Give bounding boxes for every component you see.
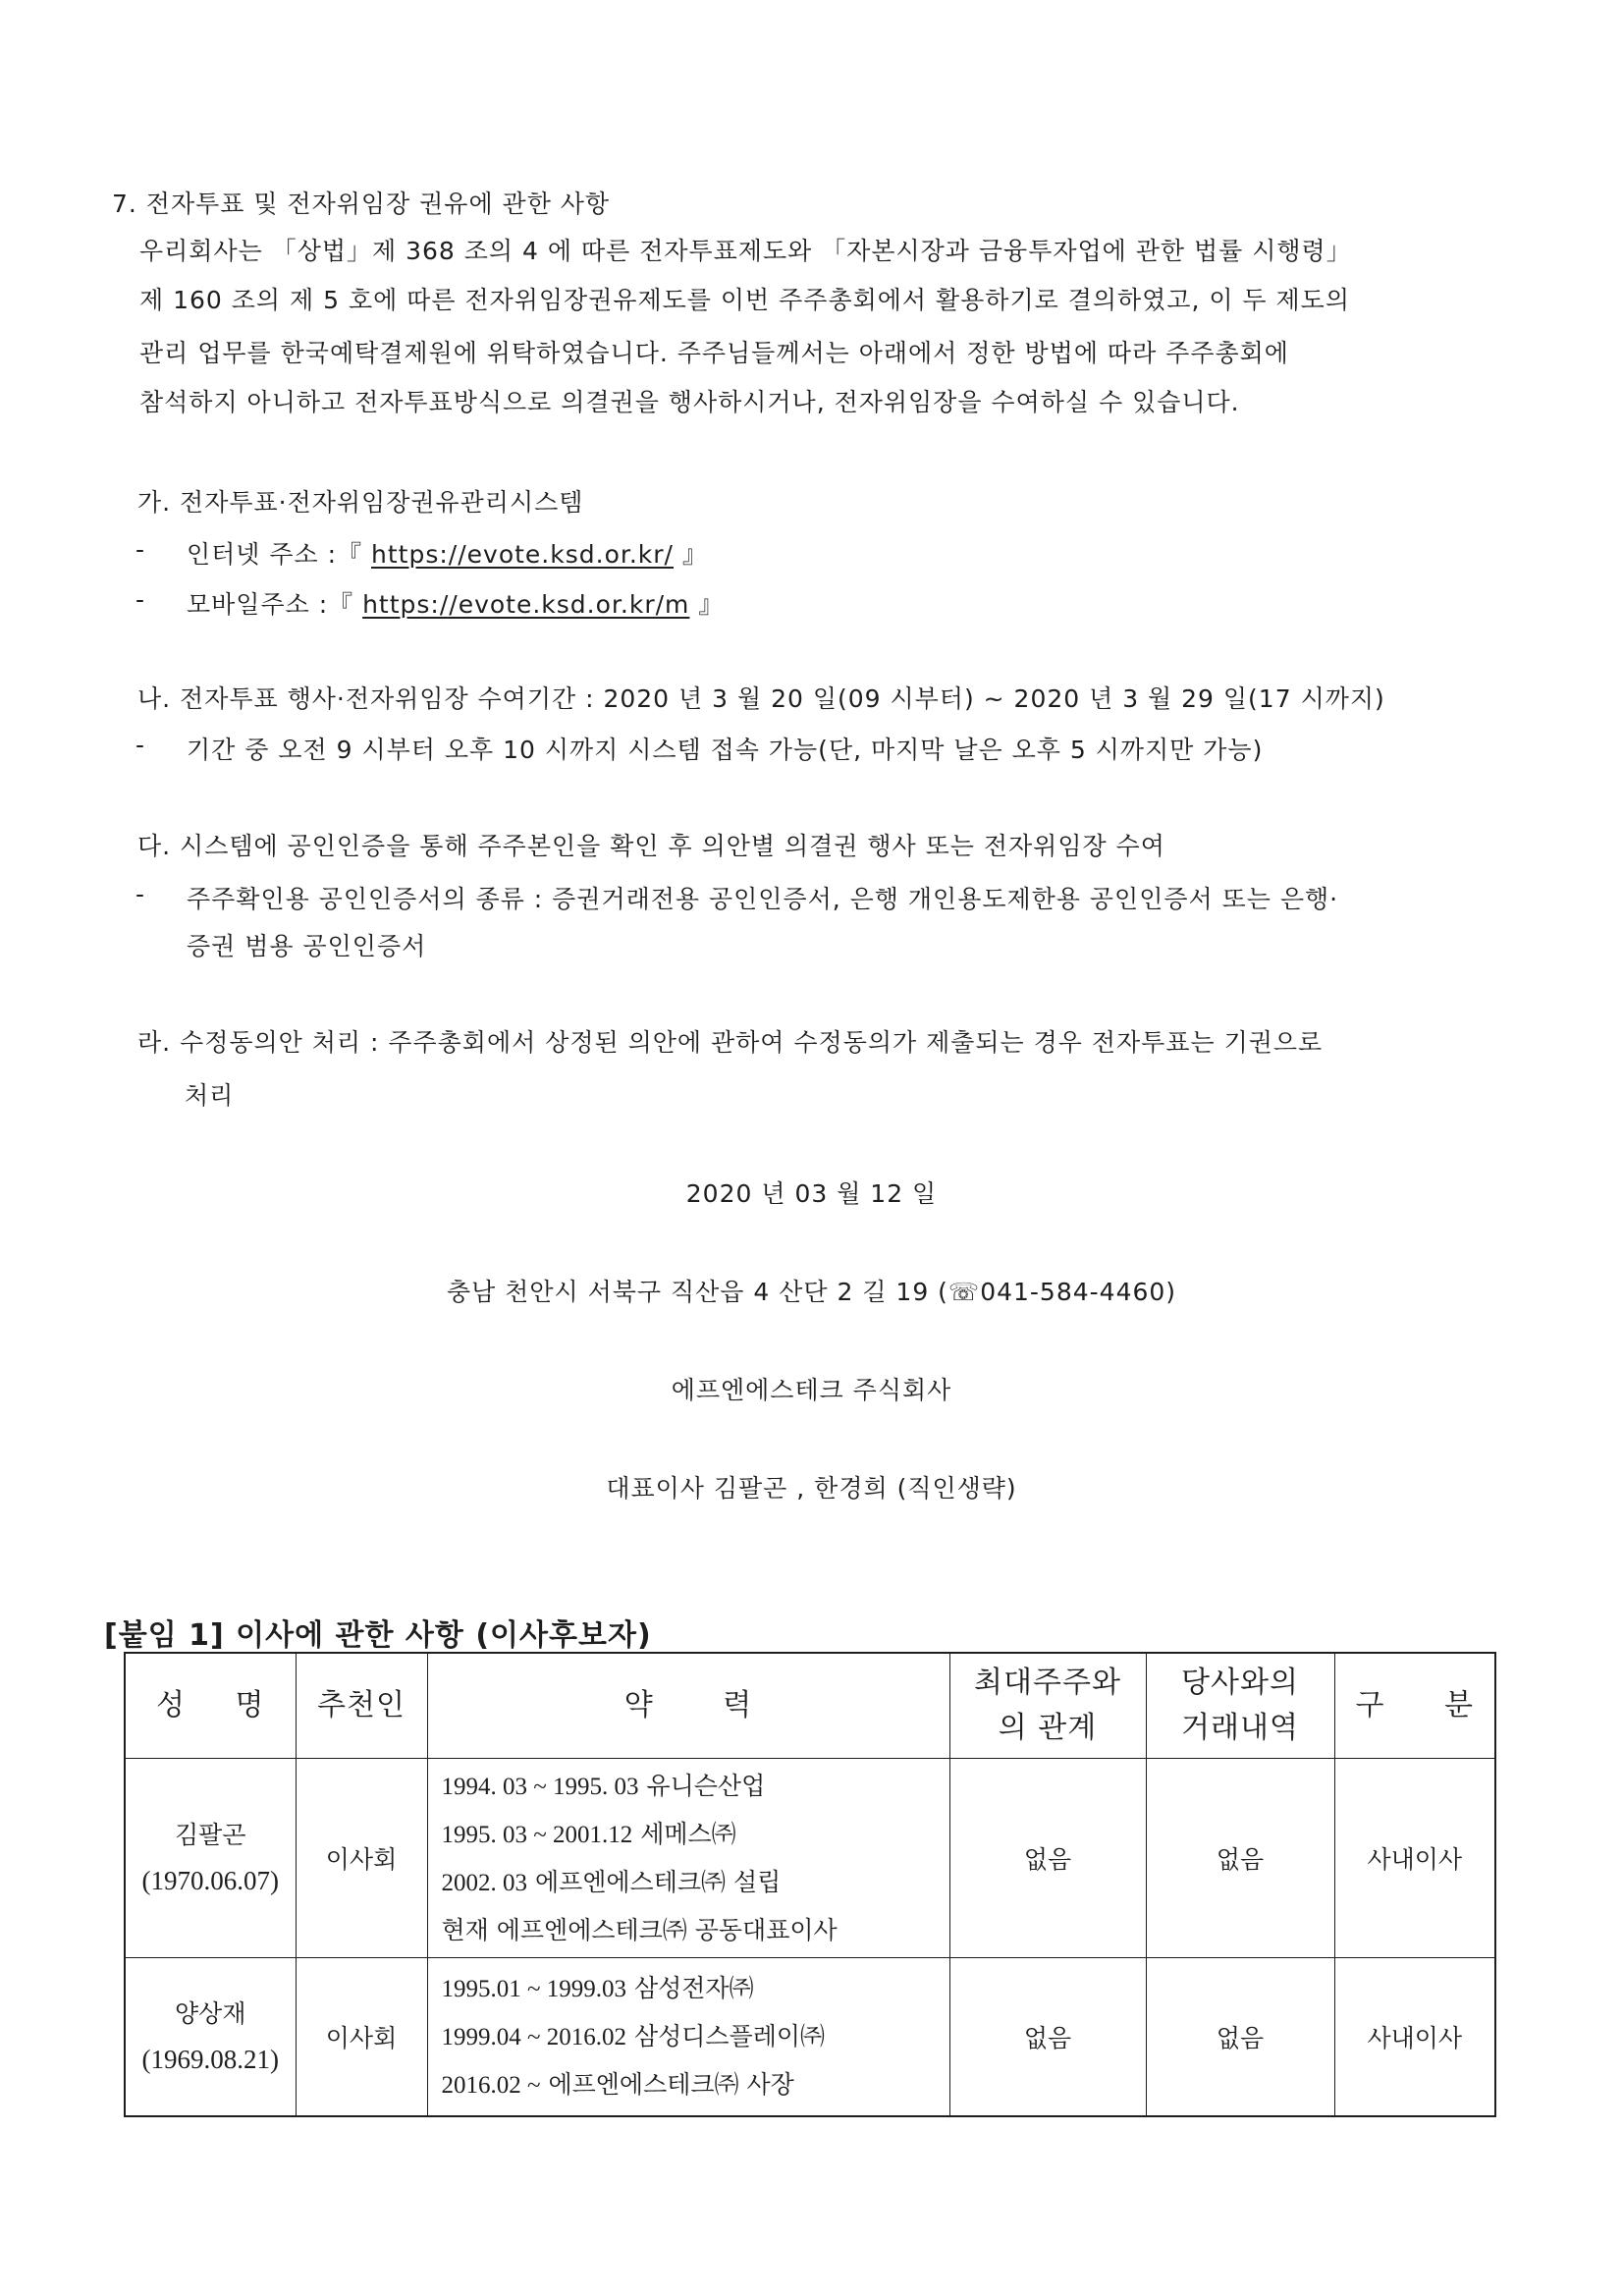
table-header-row	[125, 1653, 1495, 1759]
section-heading: 7. 전자투표 및 전자위임장 권유에 관한 사항	[112, 190, 611, 218]
relation: 없음	[949, 1958, 1146, 2117]
career-entry: 현재 에프엔에스테크㈜ 공동대표이사	[441, 1915, 838, 1944]
career-entry: 2002. 03 에프엔에스테크㈜ 설립	[441, 1867, 782, 1896]
transaction: 없음	[1146, 1759, 1334, 1958]
item-da-note-line-1: 주주확인용 공인인증서의 종류 : 증권거래전용 공인인증서, 은행 개인용도제한용 공인인증서 또는 은행·	[187, 885, 1339, 913]
header-relation: 최대주주와 의 관계	[949, 1653, 1146, 1759]
relation: 없음	[949, 1759, 1146, 1958]
company-address: 충남 천안시 서북구 직산읍 4 산단 2 길 19 (☏041-584-4460)	[446, 1278, 1177, 1306]
item-ga-title: 가. 전자투표·전자위임장권유관리시스템	[137, 488, 584, 517]
paragraph-line-3: 관리 업무를 한국예탁결제원에 위탁하였습니다. 주주님들께서는 아래에서 정한 방법에 따라 주주총회에	[139, 339, 1289, 367]
category: 사내이사	[1334, 1958, 1495, 2117]
mobile-address-link[interactable]: https://evote.ksd.or.kr/m	[362, 590, 690, 619]
candidate-name-cell	[125, 1759, 296, 1958]
mobile-address-row	[187, 585, 724, 621]
candidate-table	[124, 1652, 1496, 2117]
candidate-name-cell	[125, 1958, 296, 2117]
internet-address-link[interactable]: https://evote.ksd.or.kr/	[371, 540, 674, 569]
header-category: 구 분	[1334, 1653, 1495, 1759]
table-row	[125, 1759, 1495, 1958]
recommender: 이사회	[296, 1759, 427, 1958]
career-cell	[427, 1958, 949, 2117]
dash-marker: -	[135, 585, 145, 614]
representative: 대표이사 김팔곤 , 한경희 (직인생략)	[606, 1474, 1017, 1503]
close-bracket: 』	[681, 540, 708, 569]
category: 사내이사	[1334, 1759, 1495, 1958]
career-entry: 1995.01 ~ 1999.03 삼성전자㈜	[441, 1973, 754, 2002]
item-da-note-line-2: 증권 범용 공인인증서	[187, 932, 427, 960]
header-name: 성 명	[125, 1653, 296, 1759]
attachment-title: [붙임 1] 이사에 관한 사항 (이사후보자)	[104, 1618, 652, 1653]
header-transaction: 당사와의 거래내역	[1146, 1653, 1334, 1759]
paragraph-line-4: 참석하지 아니하고 전자투표방식으로 의결권을 행사하시거나, 전자위임장을 수여하실 수 있습니다.	[139, 388, 1240, 416]
header-career: 약 력	[427, 1653, 949, 1759]
candidate-name: 양상재	[175, 1999, 246, 2028]
paragraph-line-2: 제 160 조의 제 5 호에 따른 전자위임장권유제도를 이번 주주총회에서 활용하기로 결의하였고, 이 두 제도의	[139, 286, 1350, 314]
header-recommender: 추천인	[296, 1653, 427, 1759]
dash-marker: -	[135, 535, 145, 564]
internet-address-row	[187, 535, 708, 571]
career-entry: 2016.02 ~ 에프엔에스테크㈜ 사장	[441, 2069, 794, 2099]
table-row	[125, 1958, 1495, 2117]
item-na-note: 기간 중 오전 9 시부터 오후 10 시까지 시스템 접속 가능(단, 마지막 날은 오후 5 시까지만 가능)	[187, 736, 1264, 764]
candidate-birthdate: (1969.08.21)	[141, 2045, 279, 2074]
recommender: 이사회	[296, 1958, 427, 2117]
item-da-title: 다. 시스템에 공인인증을 통해 주주본인을 확인 후 의안별 의결권 행사 또는 전자위임장 수여	[137, 832, 1165, 860]
career-entry: 1995. 03 ~ 2001.12 세메스㈜	[441, 1819, 736, 1848]
career-entry: 1999.04 ~ 2016.02 삼성디스플레이㈜	[441, 2021, 826, 2050]
dash-marker: -	[135, 880, 145, 908]
career-cell	[427, 1759, 949, 1958]
transaction: 없음	[1146, 1958, 1334, 2117]
item-ra-line-2: 처리	[185, 1081, 235, 1110]
candidate-name: 김팔곤	[175, 1821, 246, 1849]
career-entry: 1994. 03 ~ 1995. 03 유니슨산업	[441, 1771, 766, 1800]
paragraph-line-1: 우리회사는 「상법」제 368 조의 4 에 따른 전자투표제도와 「자본시장과 금융투자업에 관한 법률 시행령」	[139, 237, 1352, 265]
mobile-address-label: 모바일주소 :『	[187, 590, 354, 619]
item-ra-line-1: 라. 수정동의안 처리 : 주주총회에서 상정된 의안에 관하여 수정동의가 제출되는 경우 전자투표는 기권으로	[137, 1028, 1324, 1057]
close-bracket: 』	[698, 590, 725, 619]
company-name: 에프엔에스테크 주식회사	[671, 1376, 952, 1404]
internet-address-label: 인터넷 주소 :『	[187, 540, 363, 569]
item-na-title: 나. 전자투표 행사·전자위임장 수여기간 : 2020 년 3 월 20 일(09 시부터) ~ 2020 년 3 월 29 일(17 시까지)	[137, 684, 1385, 713]
document-date: 2020 년 03 월 12 일	[685, 1179, 938, 1208]
candidate-birthdate: (1970.06.07)	[141, 1866, 279, 1895]
dash-marker: -	[135, 731, 145, 759]
